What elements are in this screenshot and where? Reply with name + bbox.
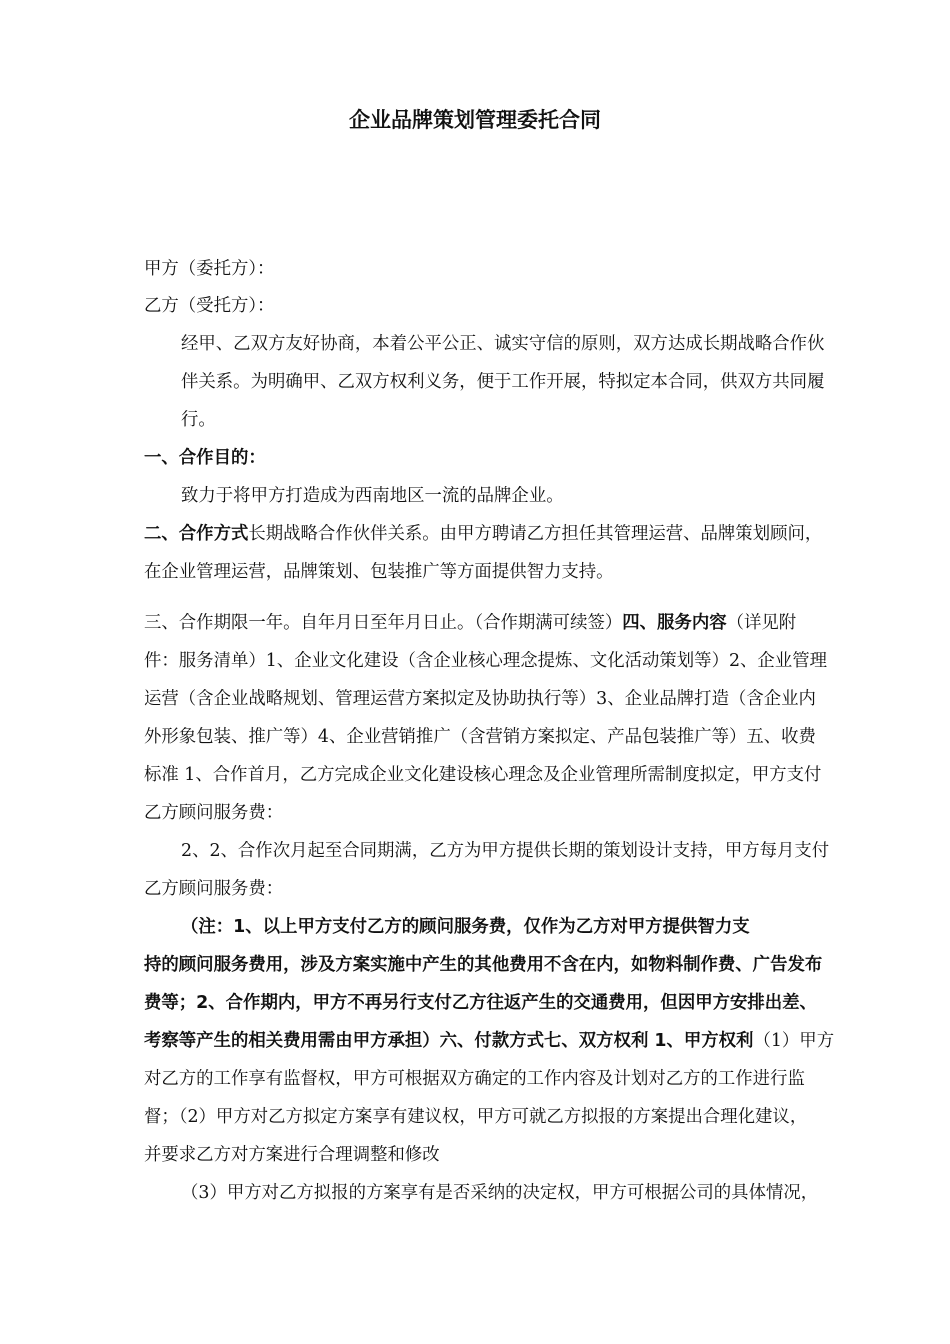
- section-3-line: [144, 611, 896, 635]
- party-a-line: 甲方（委托方）：: [144, 259, 275, 279]
- section-4-line: 运营（含企业战略规划、管理运营方案拟定及协助执行等）3、企业品牌打造（含企业内: [144, 689, 816, 709]
- rights-text: （1）甲方: [753, 1031, 835, 1051]
- rights-line: 督；（2）甲方对乙方拟定方案享有建议权，甲方可就乙方拟报的方案提出合理化建议，: [144, 1107, 808, 1127]
- preamble-line: 经甲、乙双方友好协商，本着公平公正、诚实守信的原则，双方达成长期战略合作伙: [181, 334, 825, 354]
- fee-line: 2、2、合作次月起至合同期满，乙方为甲方提供长期的策划设计支持，甲方每月支付: [181, 841, 830, 861]
- section-2-heading: 二、合作方式: [144, 524, 249, 544]
- section-4-heading: 四、服务内容: [622, 613, 727, 633]
- section-4-text: （详见附: [726, 613, 797, 633]
- section-4-line: 外形象包装、推广等）4、企业营销推广（含营销方案拟定、产品包装推广等）五、收费: [144, 727, 816, 747]
- section-5-line: 乙方顾问服务费：: [144, 803, 284, 823]
- note-line: 持的顾问服务费用，涉及方案实施中产生的其他费用不含在内，如物料制作费、广告发布: [144, 955, 823, 975]
- section-2-text: 长期战略合作伙伴关系。由甲方聘请乙方担任其管理运营、品牌策划顾问，: [248, 524, 823, 544]
- party-b-line: 乙方（受托方）：: [144, 296, 275, 316]
- section-1-heading: 一、合作目的：: [144, 448, 266, 468]
- preamble-line: 行。: [181, 410, 216, 430]
- section-5-line: 标准 1、合作首月，乙方完成企业文化建设核心理念及企业管理所需制度拟定，甲方支付: [144, 765, 822, 785]
- note-line: （注：1、以上甲方支付乙方的顾问服务费，仅作为乙方对甲方提供智力支: [181, 917, 750, 937]
- rights-line: （3）甲方对乙方拟报的方案享有是否采纳的决定权，甲方可根据公司的具体情况，: [181, 1183, 819, 1203]
- fee-line: 乙方顾问服务费：: [144, 879, 284, 899]
- preamble-line: 伴关系。为明确甲、乙双方权利义务，便于工作开展，特拟定本合同，供双方共同履: [181, 372, 825, 392]
- note-line: [144, 1029, 896, 1053]
- section-4-line: 件：服务清单）1、企业文化建设（含企业核心理念提炼、文化活动策划等）2、企业管理: [144, 651, 827, 671]
- rights-line: 对乙方的工作享有监督权，甲方可根据双方确定的工作内容及计划对乙方的工作进行监: [144, 1069, 805, 1089]
- document-title: 企业品牌策划管理委托合同: [349, 108, 601, 132]
- section-1-body: 致力于将甲方打造成为西南地区一流的品牌企业。: [181, 486, 564, 506]
- rights-line: 并要求乙方对方案进行合理调整和修改: [144, 1145, 440, 1165]
- note-last-bold: 考察等产生的相关费用需由甲方承担）六、付款方式七、双方权利 1、甲方权利: [144, 1031, 754, 1051]
- section-2-line: [144, 522, 896, 546]
- note-line: 费等；2、合作期内，甲方不再另行支付乙方往返产生的交通费用，但因甲方安排出差、: [144, 993, 817, 1013]
- section-2-line: 在企业管理运营，品牌策划、包装推广等方面提供智力支持。: [144, 562, 614, 582]
- section-3-text: 三、合作期限一年。自年月日至年月日止。（合作期满可续签）: [144, 613, 623, 633]
